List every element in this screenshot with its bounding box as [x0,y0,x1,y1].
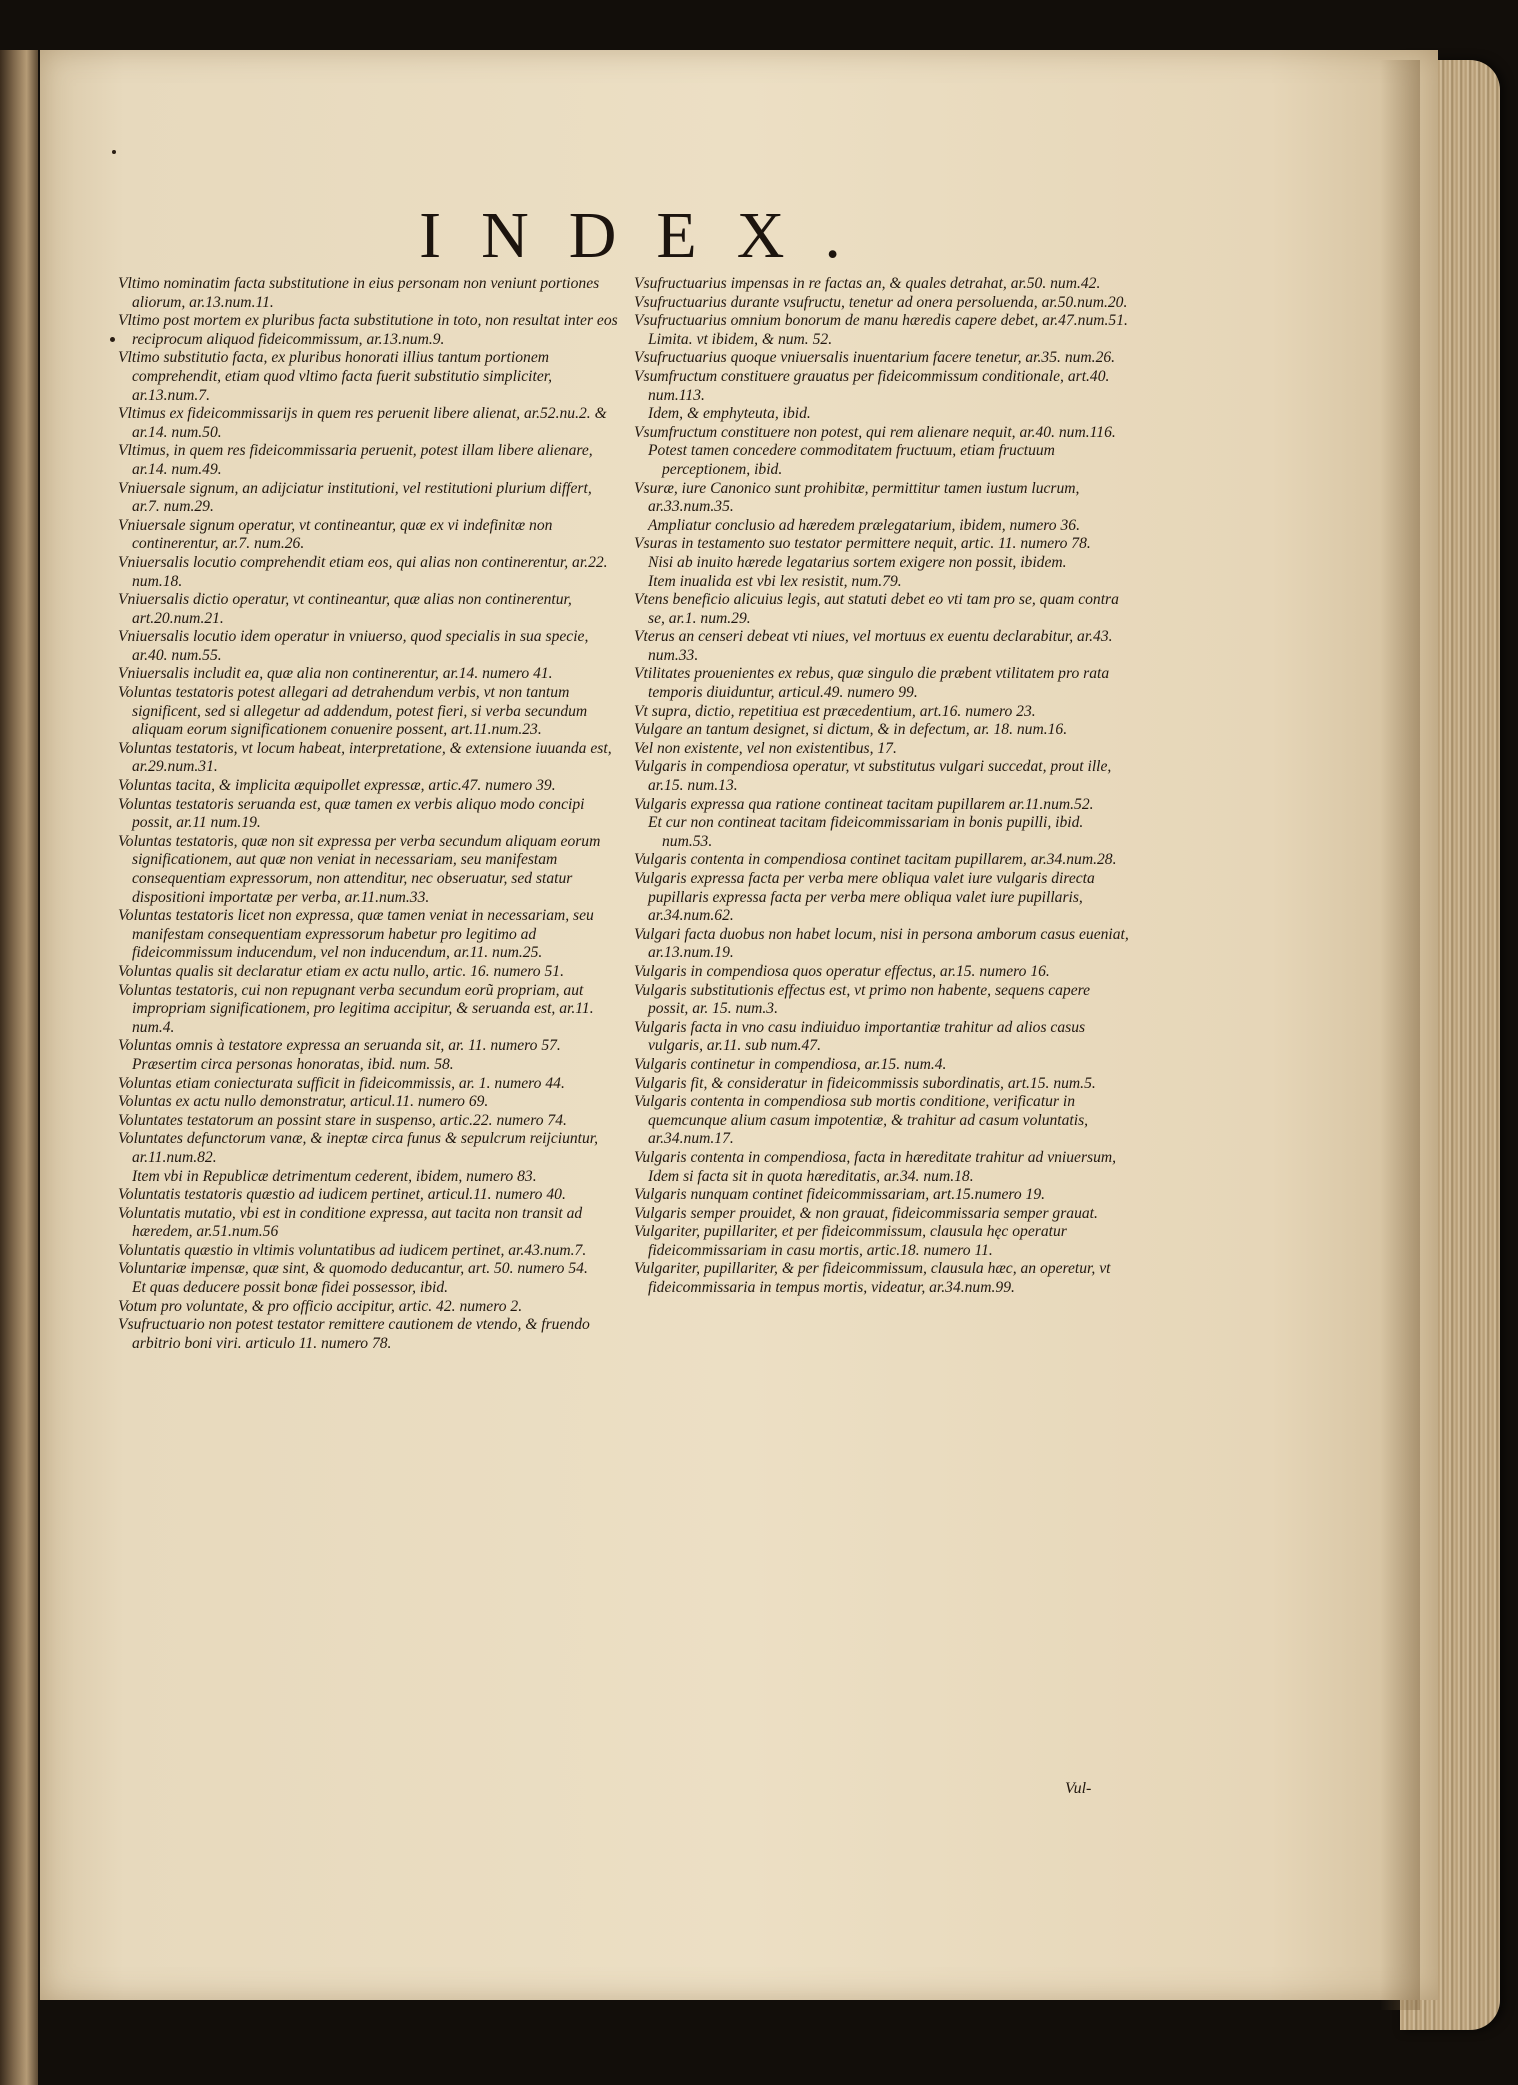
index-entry: Voluntates defunctorum vanæ, & ineptæ circa funus & sepulcrum reijciuntur, ar.11.num.82. [118,1130,599,1166]
index-entry: Vulgaris in compendiosa quos operatur effectus, ar.15. numero 16. [634,962,1050,980]
index-entry: Vt supra, dictio, repetitiua est præcedentium, art.16. numero 23. [634,702,1036,720]
index-subentry: Ampliatur conclusio ad hæredem prælegatarium, ibidem, numero 36. [648,516,1080,534]
index-entry: Voluntas tacita, & implicita æquipollet expressæ, artic.47. numero 39. [118,777,556,795]
index-entry: Vsuræ, iure Canonico sunt prohibitæ, permittitur tamen iustum lucrum, ar.33.num.35. [634,479,1080,516]
index-entry: Vniuersalis locutio comprehendit etiam eos, qui alias non continerentur, ar.22. num.18. [118,553,608,590]
page-title: INDEX. [419,199,881,272]
index-entry: Vsufructuarius impensas in re factas an, & quales detrahat, ar.50. num.42. [634,275,1101,292]
index-entry: Vulgaris expressa facta per verba mere obliqua valet iure vulgaris directa pupillaris expressa facta per verba mere obliqua valet iure pupillaris, ar.34.num.62. [634,870,1095,925]
index-entry: Vel non existente, vel non existentibus, 17. [634,739,897,757]
index-entry: Vsuras in testamento suo testator permittere nequit, artic. 11. numero 78. [634,535,1091,553]
index-subentry: Item vbi in Republicæ detrimentum cederent, ibidem, numero 83. [132,1167,537,1185]
index-entry: Vsumfructum constituere non potest, qui rem alienare nequit, ar.40. num.116. [634,423,1116,441]
index-entry: Vulgaris in compendiosa operatur, vt substitutus vulgari succedat, prout ille, ar.15. num.13. [634,758,1112,795]
index-entry: Vsufructuario non potest testator remittere cautionem de vtendo, & fruendo arbitrio boni viri. articulo 11. numero 78. [118,1316,590,1352]
ink-speck [112,150,116,154]
index-entry: Voluntas testatoris seruanda est, quæ tamen ex verbis aliquo modo concipi possit, ar.11 num.19. [118,795,585,832]
index-entry: Vulgaris facta in vno casu indiuiduo importantiæ trahitur ad alios casus vulgaris, ar.11. sub num.47. [634,1018,1086,1055]
catchword: Vul- [1065,1780,1092,1797]
index-entry: Vulgari facta duobus non habet locum, nisi in persona amborum casus eueniat, ar.13.num.19. [634,925,1129,962]
index-entry: Vltimo nominatim facta substitutione in eius personam non veniunt portiones aliorum, ar.13.num.11. [118,275,600,311]
index-entry: Voluntas testatoris licet non expressa, quæ tamen veniat in necessariam, seu manifestam consequentiam expressorum habetur pro legitimo ad fideicommissum inducendum, vel non inducendum, ar.11. num.25. [118,907,594,962]
index-entry: Vsufructuarius omnium bonorum de manu hæredis capere debet, ar.47.num.51. [634,312,1128,330]
index-entry: Vltimus, in quem res fideicommissaria peruenit, potest illam libere alienare, ar.14. num.49. [118,442,593,478]
index-entry: Voluntas etiam coniecturata sufficit in fideicommissis, ar. 1. numero 44. [118,1074,565,1092]
index-column-left [118,275,618,1353]
facing-page-edge [0,50,38,2085]
index-entry: Vtilitates prouenientes ex rebus, quæ singulo die præbent vtilitatem pro rata temporis diuiduntur, articul.49. numero 99. [634,665,1110,702]
index-subentry: Idem, & emphyteuta, ibid. [648,405,811,423]
index-entry: Vtens beneficio alicuius legis, aut statuti debet eo vti tam pro se, quam contra se, ar.1. num.29. [634,591,1119,627]
ink-speck [110,337,115,342]
index-entry: Vulgariter, pupillariter, et per fideicommissum, clausula hęc operatur fideicommissariam in casu mortis, artic.18. numero 11. [634,1223,1067,1259]
index-entry: Voluntatis quæstio in vltimis voluntatibus ad iudicem pertinet, ar.43.num.7. [118,1241,587,1259]
index-entry: Vterus an censeri debeat vti niues, vel mortuus ex euentu declarabitur, ar.43. num.33. [634,628,1113,664]
index-entry: Voluntas ex actu nullo demonstratur, articul.11. numero 69. [118,1093,489,1111]
index-entry: Vltimo substitutio facta, ex pluribus honorati illius tantum portionem comprehendit, etiam quod vltimo facta fuerit substitutio simpliciter, ar.13.num.7. [118,349,552,404]
index-entry: Voluntariæ impensæ, quæ sint, & quomodo deducantur, art. 50. numero 54. [118,1260,588,1278]
index-entry: Vniuersalis includit ea, quæ alia non continerentur, ar.14. numero 41. [118,665,553,683]
index-entry: Vulgaris semper prouidet, & non grauat, fideicommissaria semper grauat. [634,1204,1098,1222]
index-subentry: Præsertim circa personas honoratas, ibid. num. 58. [132,1055,454,1073]
index-entry: Vulgaris contenta in compendiosa sub mortis conditione, verificatur in quemcunque alium casum impotentiæ, & trahitur ad casum voluntatis, ar.34.num.17. [634,1093,1089,1148]
index-entry: Voluntates testatorum an possint stare in suspenso, artic.22. numero 74. [118,1111,567,1129]
index-subentry: Potest tamen concedere commoditatem fructuum, etiam fructuum perceptionem, ibid. [648,442,1055,478]
index-entry: Voluntas testatoris, vt locum habeat, interpretatione, & extensione iuuanda est, ar.29.num.31. [118,739,612,776]
page-curl-shade [1380,60,1420,2010]
index-entry: Vniuersale signum operatur, vt contineantur, quæ ex vi indefinitæ non continerentur, ar.7. num.26. [118,516,553,553]
index-entry: Votum pro voluntate, & pro officio accipitur, artic. 42. numero 2. [118,1297,523,1315]
index-subentry: Et quas deducere possit bonæ fidei possessor, ibid. [132,1279,449,1297]
index-subentry: Limita. vt ibidem, & num. 52. [648,330,833,348]
index-entry: Vulgaris expressa qua ratione contineat tacitam pupillarem ar.11.num.52. [634,795,1094,813]
index-subentry: Item inualida est vbi lex resistit, num.79. [648,572,902,590]
index-entry: Vulgaris fit, & consideratur in fideicommissis subordinatis, art.15. num.5. [634,1074,1096,1092]
index-column-right [634,275,1134,1298]
index-entry: Voluntas testatoris, cui non repugnant verba secundum eorũ propriam, aut impropriam significationem, pro legitima accipitur, & seruanda est, ar.11. num.4. [118,981,594,1036]
index-entry: Voluntas testatoris, quæ non sit expressa per verba secundum aliquam eorum significationem, aut quæ non veniat in necessariam, seu manifestam consequentiam expressorum, non attenditur, nec obseruatur, sed statur dispositioni importatæ per verba, ar.11.num.33. [118,832,601,906]
index-entry: Vniuersalis dictio operatur, vt contineantur, quæ alias non continerentur, art.20.num.21. [118,591,572,627]
index-entry: Vsufructuarius quoque vniuersalis inuentarium facere tenetur, ar.35. num.26. [634,349,1116,367]
index-subentry: Et cur non contineat tacitam fideicommissariam in bonis pupilli, ibid. num.53. [648,814,1084,850]
index-subentry: Nisi ab inuito hærede legatarius sortem exigere non possit, ibidem. [648,553,1067,571]
index-entry: Vulgaris substitutionis effectus est, vt primo non habente, sequens capere possit, ar. 15. num.3. [634,981,1091,1018]
index-entry: Vltimus ex fideicommissarijs in quem res peruenit libere alienat, ar.52.nu.2. & ar.14. num.50. [118,405,607,441]
index-entry: Vsufructuarius durante vsufructu, tenetur ad onera persoluenda, ar.50.num.20. [634,293,1128,311]
index-entry: Vulgaris contenta in compendiosa continet tacitam pupillarem, ar.34.num.28. [634,851,1117,869]
index-entry: Vltimo post mortem ex pluribus facta substitutione in toto, non resultat inter eos reciprocum aliquod fideicommissum, ar.13.num.9. [118,312,618,348]
index-entry: Vsumfructum constituere grauatus per fideicommissum conditionale, art.40. num.113. [634,367,1110,404]
index-entry: Vulgaris contenta in compendiosa, facta in hæreditate trahitur ad vniuersum, Idem si facta sit in quota hæreditatis, ar.34. num.18. [634,1148,1117,1185]
index-entry: Vulgare an tantum designet, si dictum, & in defectum, ar. 18. num.16. [634,721,1068,739]
index-entry: Voluntatis mutatio, vbi est in conditione expressa, aut tacita non transit ad hæredem, ar.51.num.56 [118,1204,583,1241]
index-entry: Vulgaris continetur in compendiosa, ar.15. num.4. [634,1055,947,1073]
index-entry: Vulgariter, pupillariter, & per fideicommissum, clausula hæc, an operetur, vt fideicommissaria in tempus mortis, videatur, ar.34.num.99. [634,1260,1111,1297]
index-entry: Vniuersale signum, an adijciatur institutioni, vel restitutioni plurium differt, ar.7. num.29. [118,479,592,516]
index-entry: Voluntatis testatoris quæstio ad iudicem pertinet, articul.11. numero 40. [118,1186,566,1204]
index-entry: Voluntas qualis sit declaratur etiam ex actu nullo, artic. 16. numero 51. [118,962,564,980]
index-entry: Vniuersalis locutio idem operatur in vniuerso, quod specialis in sua specie, ar.40. num.55. [118,628,589,664]
index-entry: Voluntas omnis à testatore expressa an seruanda sit, ar. 11. numero 57. [118,1037,561,1055]
index-entry: Voluntas testatoris potest allegari ad detrahendum verbis, vt non tantum significent, sed si allegetur ad addendum, potest fieri, si verba secundum aliquam eorum significationem conuenire possent, art.11.num.23. [118,684,588,739]
index-entry: Vulgaris nunquam continet fideicommissariam, art.15.numero 19. [634,1186,1046,1204]
